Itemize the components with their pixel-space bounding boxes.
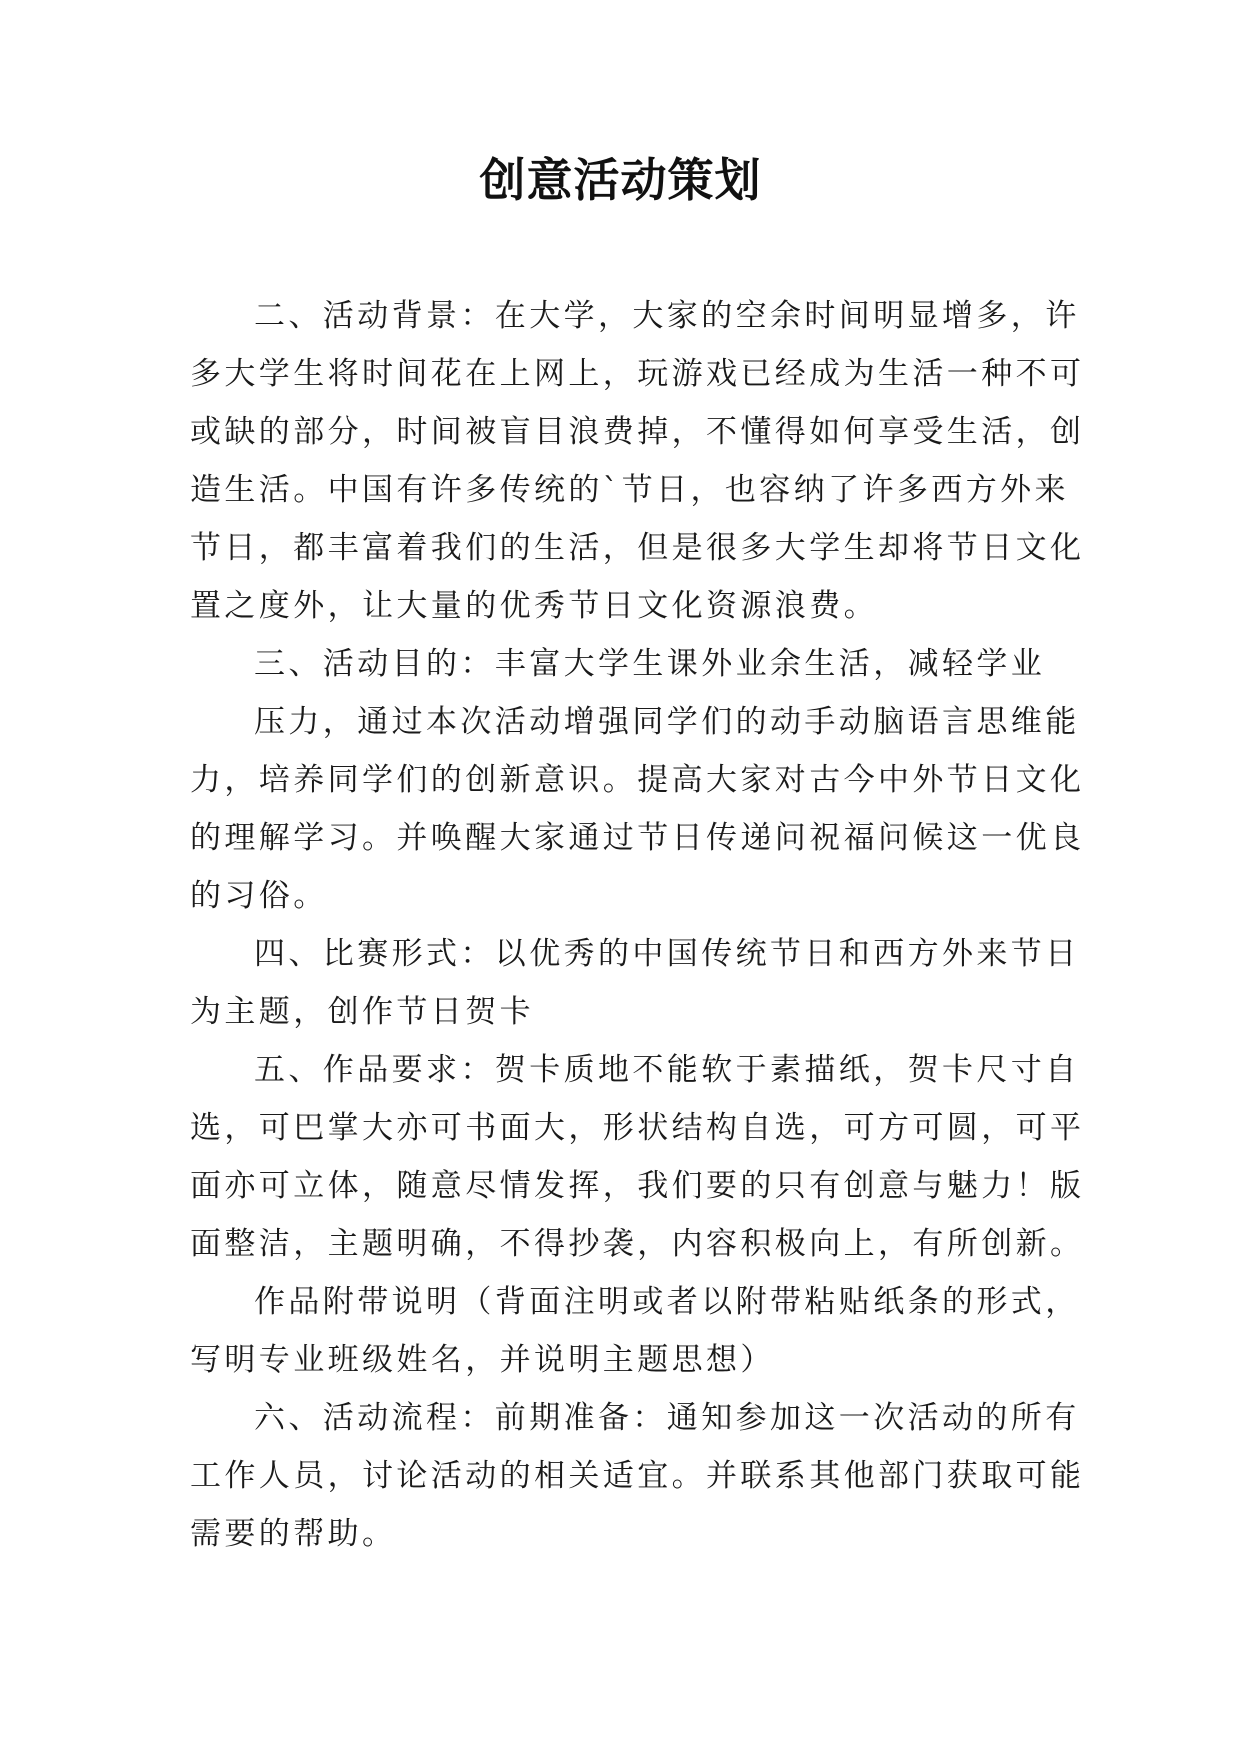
text-line: 节日，都丰富着我们的生活，但是很多大学生却将节日文化 (190, 530, 1085, 566)
text-line: 多大学生将时间花在上网上，玩游戏已经成为生活一种不可 (190, 356, 1085, 392)
document-title: 创意活动策划 (479, 153, 762, 207)
text-line: 六、活动流程：前期准备：通知参加这一次活动的所有 (254, 1400, 1080, 1436)
text-line: 五、作品要求：贺卡质地不能软于素描纸，贺卡尺寸自 (254, 1052, 1080, 1088)
text-line: 力，培养同学们的创新意识。提高大家对古今中外节日文化 (190, 762, 1085, 798)
text-line: 置之度外，让大量的优秀节日文化资源浪费。 (190, 588, 878, 624)
text-line: 面亦可立体，随意尽情发挥，我们要的只有创意与魅力！版 (190, 1168, 1085, 1204)
text-line: 工作人员，讨论活动的相关适宜。并联系其他部门获取可能 (190, 1458, 1085, 1494)
text-line: 压力，通过本次活动增强同学们的动手动脑语言思维能 (254, 704, 1080, 740)
document-body (190, 287, 1085, 1563)
text-line: 面整洁，主题明确，不得抄袭，内容积极向上，有所创新。 (190, 1226, 1085, 1262)
text-line: 作品附带说明（背面注明或者以附带粘贴纸条的形式， (254, 1284, 1080, 1320)
text-line: 写明专业班级姓名，并说明主题思想） (190, 1342, 775, 1378)
text-line: 为主题，创作节日贺卡 (190, 994, 534, 1030)
text-line: 的理解学习。并唤醒大家通过节日传递问祝福问候这一优良 (190, 820, 1085, 856)
text-line: 或缺的部分，时间被盲目浪费掉，不懂得如何享受生活，创 (190, 414, 1085, 450)
text-line: 四、比赛形式：以优秀的中国传统节日和西方外来节日 (254, 936, 1080, 972)
text-line: 选，可巴掌大亦可书面大，形状结构自选，可方可圆，可平 (190, 1110, 1085, 1146)
text-line: 三、活动目的：丰富大学生课外业余生活，减轻学业 (254, 646, 1046, 682)
text-line: 的习俗。 (190, 878, 328, 914)
text-line: 需要的帮助。 (190, 1516, 397, 1552)
text-line: 二、活动背景：在大学，大家的空余时间明显增多，许 (254, 298, 1080, 334)
text-line: 造生活。中国有许多传统的`节日，也容纳了许多西方外来 (190, 472, 1069, 508)
